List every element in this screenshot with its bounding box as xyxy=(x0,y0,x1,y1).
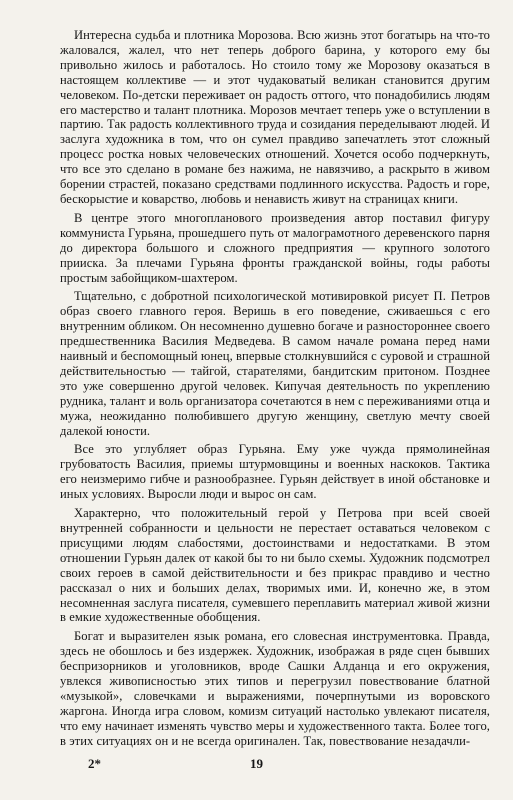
page-number: 19 xyxy=(250,756,263,771)
paragraph-morozov: Интересна судьба и плотника Морозова. Всю жизнь этот богатырь на что-то жаловался, жалел, что нет теперь доброго барина, у которого ему бы привольно жилось и работалось. Но стоило тому же Морозову оказаться в настоящем коллективе — и этот чудаковатый великан становится другим человеком. По-детски переживает он радость оттого, что понадобились людям его мастерство и талант плотника. Морозов мечтает теперь уже о вступлении в партию. Так радость коллективного труда и созидания переделывают людей. И заслуга художника в том, что он сумел правдиво запечатлеть этот сложный процесс ростка новых человеческих отношений. Хочется особо подчеркнуть, что все это сделано в романе без нажима, не навязчиво, а раскрыто в живом борении страстей, показано средствами подлинного искусства. Радость и горе, бескорыстие и коварство, любовь и ненависть живут на страницах книги. xyxy=(60,28,490,206)
paragraph-positive-hero: Характерно, что положительный герой у Петрова при всей своей внутренней собранности и цельности не перестает оставаться человеком с присущими людям слабостями, достоинствами и недостатками. В этом отношении Гурьян далек от какой бы то ни было схемы. Художник подсмотрел своих героев в самой действительности и без прикрас правдиво и честно рассказал о них и больших делах, творимых ими. И, конечно же, в этом несомненная заслуга писателя, сумевшего переплавить материал живой жизни в емкие художественные обобщения. xyxy=(60,506,490,625)
page-body xyxy=(60,28,490,749)
paragraph-guryan-growth: Все это углубляет образ Гурьяна. Ему уже чужда прямолинейная грубоватость Василия, приемы штурмовщины и военных наскоков. Тактика его неизмеримо гибче и разнообразнее. Гурьян действует в иной обстановке и иных условиях. Выросли люди и вырос он сам. xyxy=(60,442,490,502)
paragraph-guryan-intro: В центре этого многопланового произведения автор поставил фигуру коммуниста Гурьяна, прошедшего путь от малограмотного деревенского парня до директора большого и сложного предприятия — крупного золотого прииска. За плечами Гурьяна фронты гражданской войны, годы работы простым забойщиком-шахтером. xyxy=(60,210,490,285)
paragraph-language: Богат и выразителен язык романа, его словесная инструментовка. Правда, здесь не обошлось и без издержек. Художник, изображая в ряде сцен бывших беспризорников и уголовников, вроде Сашки Алданца и его окружения, увлекся живописностью этих типов и перегрузил повествование блатной «музыкой», словечками и выражениями, почерпнутыми из воровского жаргона. Иногда игра словом, комизм ситуаций настолько увлекают писателя, что ему начинает изменять чувство меры и художественного такта. Более того, в этих ситуациях он и не всегда оригинален. Так, повествование незадачли- xyxy=(60,629,490,748)
paragraph-petrov-portrait: Тщательно, с добротной психологической мотивировкой рисует П. Петров образ своего главного героя. Веришь в его поведение, сживаешься с его внутренним обликом. Он несомненно душевно богаче и разностороннее своего предшественника Василия Медведева. В самом начале романа перед нами наивный и беспомощный юнец, впервые столкнувшийся с суровой и страшной действительностью — тайгой, старателями, бандитским притоном. Позднее это уже совершенно другой человек. Кипучая деятельность по укреплению рудника, талант и воль организатора сочетаются в нем с переживаниями отца и мужа, неожиданно полюбившего другую женщину, светлую мечту своей далекой юности. xyxy=(60,289,490,438)
signature-mark: 2* xyxy=(88,756,101,771)
